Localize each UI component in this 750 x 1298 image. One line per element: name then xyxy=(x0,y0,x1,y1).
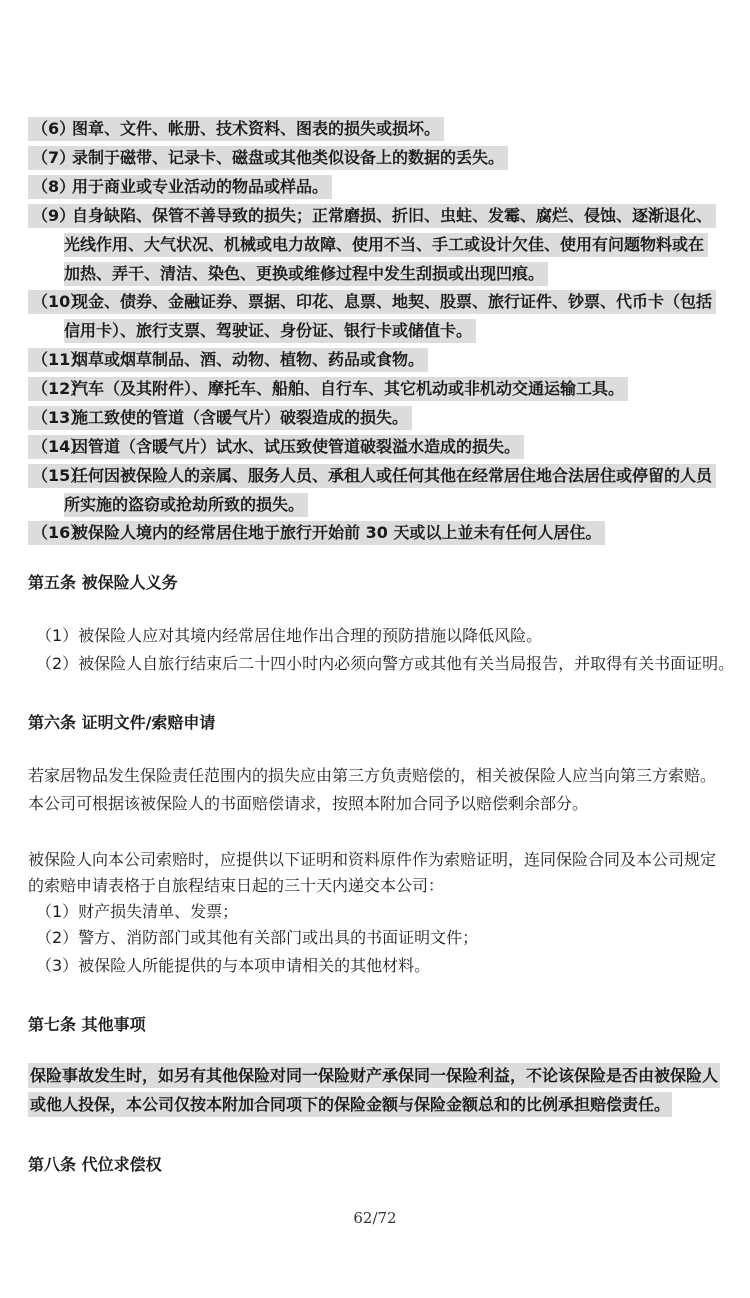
exclusion-line xyxy=(28,374,628,403)
exclusion-item xyxy=(28,201,716,288)
exclusion-line xyxy=(28,403,412,432)
article-5-item-2: （2）被保险人自旅行结束后二十四小时内必须向警方或其他有关当局报告，并取得有关书面证明。 xyxy=(36,654,735,673)
exclusion-item xyxy=(28,432,524,461)
article-7-heading: 第七条 其他事项 xyxy=(28,1015,146,1034)
article-6-item-2: （2）警方、消防部门或其他有关部门或出具的书面证明文件； xyxy=(36,928,479,947)
exclusion-line xyxy=(28,345,428,374)
article-6-heading: 第六条 证明文件/索赔申请 xyxy=(28,713,216,732)
exclusion-highlight xyxy=(28,521,605,545)
exclusion-text: 用于商业或专业活动的物品或样品。 xyxy=(72,177,329,196)
exclusion-text: 信用卡）、旅行支票、驾驶证、身份证、银行卡或储值卡。 xyxy=(64,321,473,340)
exclusion-text: 所实施的盗窃或抢劫所致的损失。 xyxy=(64,495,305,514)
exclusion-line xyxy=(28,490,716,519)
page-number: 62/72 xyxy=(353,1209,397,1227)
exclusion-line xyxy=(28,259,716,288)
exclusion-item xyxy=(28,143,508,172)
exclusion-text: 现金、债券、金融证券、票据、印花、息票、地契、股票、旅行证件、钞票、代币卡（包括 xyxy=(72,292,713,311)
exclusion-highlight xyxy=(28,146,508,170)
exclusion-item xyxy=(28,461,716,519)
exclusion-line xyxy=(28,316,716,345)
exclusion-text: 光线作用、大气状况、机械或电力故障、使用不当、手工或设计欠佳、使用有问题物料或在 xyxy=(64,235,705,254)
exclusion-line xyxy=(28,114,444,143)
exclusion-highlight xyxy=(28,290,716,314)
exclusion-item xyxy=(28,114,444,143)
article-6-item-3: （3）被保险人所能提供的与本项申请相关的其他材料。 xyxy=(36,956,431,975)
exclusion-line xyxy=(28,287,716,316)
exclusion-number: （14） xyxy=(32,437,87,456)
exclusion-text: 施工致使的管道（含暖气片）破裂造成的损失。 xyxy=(72,408,409,427)
exclusion-highlight xyxy=(28,204,716,228)
exclusion-text: 录制于磁带、记录卡、磁盘或其他类似设备上的数据的丢失。 xyxy=(72,148,505,167)
article-6-para2-line1: 被保险人向本公司索赔时，应提供以下证明和资料原件作为索赔证明，连同保险合同及本公司规定 xyxy=(28,850,717,869)
exclusion-text: 加热、弄干、清洁、染色、更换或维修过程中发生刮损或出现凹痕。 xyxy=(64,264,545,283)
exclusion-highlight xyxy=(28,348,428,372)
exclusion-text: 自身缺陷、保管不善导致的损失；正常磨损、折旧、虫蛀、发霉、腐烂、侵蚀、逐渐退化、 xyxy=(72,206,713,225)
article-7-para-line1: 保险事故发生时，如另有其他保险对同一保险财产承保同一保险利益，不论该保险是否由被保险人 xyxy=(28,1066,720,1086)
article-6-item-1: （1）财产损失清单、发票； xyxy=(36,902,239,921)
exclusion-line xyxy=(28,432,524,461)
exclusion-number: （13） xyxy=(32,408,87,427)
article-7-para-line2: 或他人投保，本公司仅按本附加合同项下的保险金额与保险金额总和的比例承担赔偿责任。 xyxy=(28,1095,672,1115)
exclusion-number: （7） xyxy=(32,148,76,167)
exclusion-item xyxy=(28,345,428,374)
exclusion-highlight xyxy=(28,377,628,401)
exclusion-highlight xyxy=(64,262,548,286)
exclusion-highlight xyxy=(64,493,308,517)
exclusion-number: （8） xyxy=(32,177,76,196)
exclusion-highlight xyxy=(64,319,476,343)
exclusion-text: 图章、文件、帐册、技术资料、图表的损失或损坏。 xyxy=(72,119,441,138)
exclusion-text: 烟草或烟草制品、酒、动物、植物、药品或食物。 xyxy=(72,350,425,369)
exclusion-item xyxy=(28,374,628,403)
exclusion-number: （9） xyxy=(32,206,76,225)
exclusion-line xyxy=(28,230,716,259)
article-6-para1-line1: 若家居物品发生保险责任范围内的损失应由第三方负责赔偿的，相关被保险人应当向第三方索赔。 xyxy=(28,766,717,785)
exclusion-number: （6） xyxy=(32,119,76,138)
exclusion-highlight xyxy=(28,464,716,488)
article-6-para1-line2: 本公司可根据该被保险人的书面赔偿请求，按照本附加合同予以赔偿剩余部分。 xyxy=(28,794,589,813)
exclusion-highlight xyxy=(28,406,412,430)
exclusion-item xyxy=(28,518,605,547)
exclusion-item xyxy=(28,172,332,201)
exclusion-number: （11） xyxy=(32,350,87,369)
exclusion-item xyxy=(28,287,716,345)
exclusion-line xyxy=(28,518,605,547)
exclusion-highlight xyxy=(28,117,444,141)
exclusion-line xyxy=(28,143,508,172)
article-6-para2-line2: 的索赔申请表格于自旅程结束日起的三十天内递交本公司： xyxy=(28,876,445,895)
exclusion-text: 汽车（及其附件）、摩托车、船舶、自行车、其它机动或非机动交通运输工具。 xyxy=(72,379,625,398)
exclusion-number: （15） xyxy=(32,466,87,485)
exclusion-text: 因管道（含暖气片）试水、试压致使管道破裂溢水造成的损失。 xyxy=(72,437,521,456)
exclusion-highlight xyxy=(28,175,332,199)
exclusion-number: （16） xyxy=(32,523,87,542)
article-8-heading: 第八条 代位求偿权 xyxy=(28,1155,162,1174)
exclusion-highlight xyxy=(64,233,708,257)
exclusion-number: （12） xyxy=(32,379,87,398)
exclusion-text: 任何因被保险人的亲属、服务人员、承租人或任何其他在经常居住地合法居住或停留的人员 xyxy=(72,466,713,485)
article-5-item-1: （1）被保险人应对其境内经常居住地作出合理的预防措施以降低风险。 xyxy=(36,626,543,645)
article-5-heading: 第五条 被保险人义务 xyxy=(28,573,178,592)
exclusion-item xyxy=(28,403,412,432)
exclusion-text: 被保险人境内的经常居住地于旅行开始前 30 天或以上並未有任何人居住。 xyxy=(72,523,602,542)
exclusion-highlight xyxy=(28,435,524,459)
exclusion-line xyxy=(28,172,332,201)
exclusion-line xyxy=(28,201,716,230)
exclusion-number: （10） xyxy=(32,292,87,311)
exclusion-line xyxy=(28,461,716,490)
